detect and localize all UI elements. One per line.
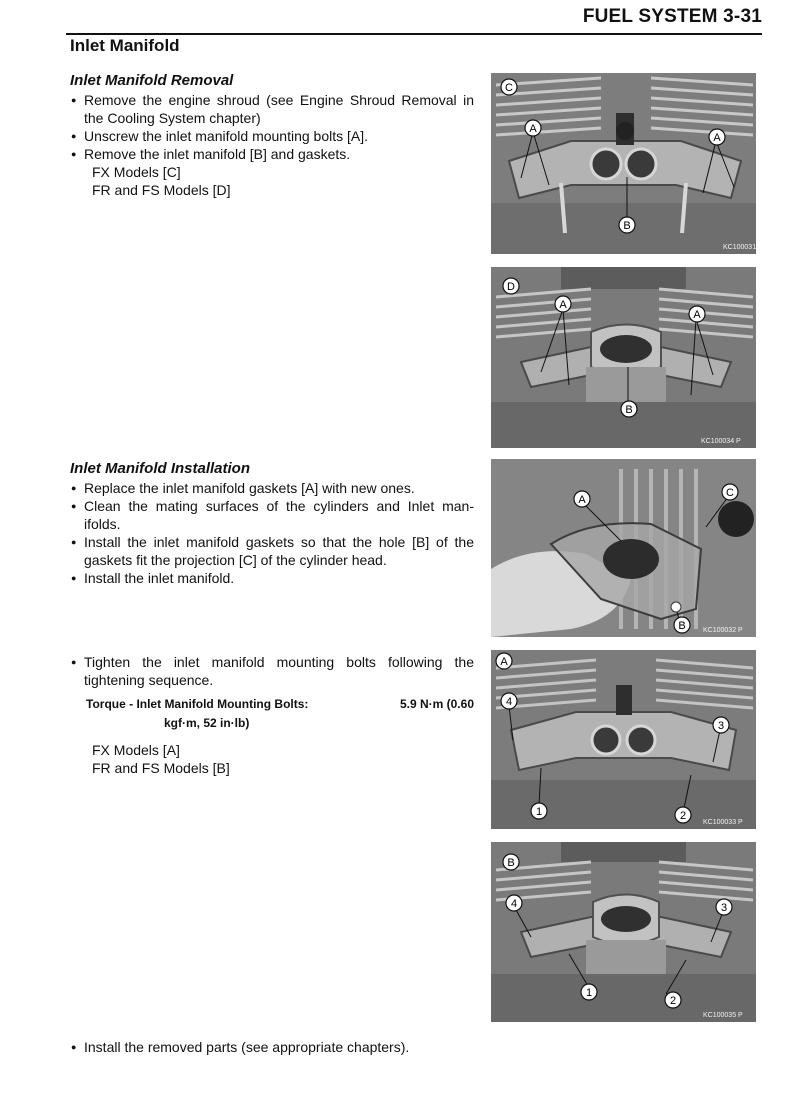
page-header-title: FUEL SYSTEM 3-31 <box>582 6 762 27</box>
installation-section <box>70 460 474 587</box>
list-item: ● Remove the inlet manifold [B] and gaskets. <box>70 145 474 163</box>
callout-label: 3 <box>717 720 725 732</box>
tightening-section <box>70 653 474 777</box>
callout-label: A <box>529 123 537 135</box>
list-item: ● Remove the engine shroud (see Engine Shroud Removal in the Cooling System chapter) <box>70 91 474 127</box>
torque-label: Torque - Inlet Manifold Mounting Bolts: <box>86 697 309 711</box>
model-line: FX Models [C] <box>92 164 181 180</box>
section-title: Inlet Manifold <box>70 36 180 55</box>
callout-label: 4 <box>505 696 513 708</box>
header-rule <box>66 33 762 35</box>
photo-fr-fs-tightening <box>491 842 756 1022</box>
callout-label: A <box>578 494 586 506</box>
photo-fr-fs-removal <box>491 267 756 448</box>
photo-fx-removal <box>491 73 756 254</box>
torque-value: 5.9 N·m (0.60 <box>399 697 474 711</box>
callout-label: 1 <box>535 806 543 818</box>
callout-label: 2 <box>669 995 677 1007</box>
figure-code: KC100035 P <box>703 1012 743 1019</box>
model-line: FX Models [A] <box>92 742 180 758</box>
photo-gasket-install <box>491 459 756 637</box>
figure-code: KC100031 <box>723 244 756 251</box>
callout-label: A <box>693 309 701 321</box>
panel-label: A <box>500 656 508 668</box>
list-item: ● Tighten the inlet manifold mounting bolts following the tightening sequence. <box>70 653 474 689</box>
callout-label: A <box>559 299 567 311</box>
callout-label: 1 <box>585 987 593 999</box>
torque-value-cont: kgf·m, 52 in·lb) <box>164 716 250 730</box>
list-item: ● Install the removed parts (see appropriate chapters). <box>70 1038 474 1056</box>
figure-code: KC100033 P <box>703 819 743 826</box>
list-item: ● Unscrew the inlet manifold mounting bolts [A]. <box>70 127 474 145</box>
callout-label: B <box>623 220 631 232</box>
model-line: FR and FS Models [D] <box>92 182 231 198</box>
callout-label: C <box>726 487 734 499</box>
callout-label: 2 <box>679 810 687 822</box>
list-item: ● Install the inlet manifold. <box>70 569 474 587</box>
list-item: ● Install the inlet manifold gaskets so that the hole [B] of the gaskets fit the projection [C] of the cylinder head. <box>70 533 474 569</box>
panel-label: B <box>507 857 515 869</box>
figure-code: KC100032 P <box>703 627 743 634</box>
model-line: FR and FS Models [B] <box>92 760 230 776</box>
callout-label: 4 <box>510 898 518 910</box>
torque-spec <box>86 695 474 733</box>
callout-label: 3 <box>720 902 728 914</box>
callout-label: A <box>713 132 721 144</box>
photo-fx-tightening <box>491 650 756 829</box>
list-item: ● Replace the inlet manifold gaskets [A] with new ones. <box>70 479 474 497</box>
removal-section <box>70 72 474 199</box>
panel-label: C <box>505 82 513 94</box>
removal-heading: Inlet Manifold Removal <box>70 72 234 89</box>
panel-label: D <box>507 281 515 293</box>
list-item: ● Clean the mating surfaces of the cylinders and Inlet man-ifolds. <box>70 497 474 533</box>
installation-steps <box>70 479 474 587</box>
callout-label: B <box>625 404 633 416</box>
figure-code: KC100034 P <box>701 438 741 445</box>
installation-heading: Inlet Manifold Installation <box>70 460 250 477</box>
callout-label: B <box>678 620 686 632</box>
removal-steps <box>70 91 474 163</box>
final-section <box>70 1038 474 1056</box>
